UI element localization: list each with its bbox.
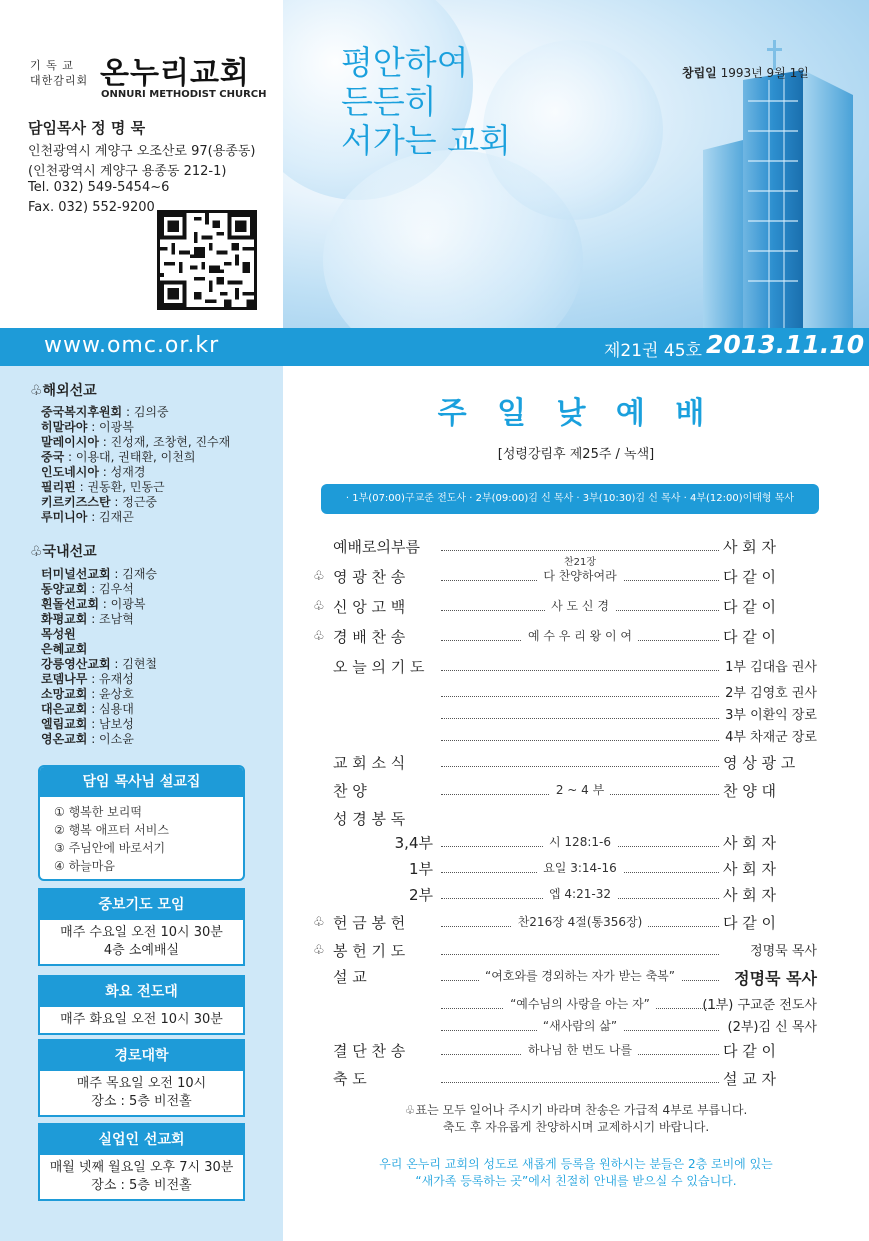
order-item-leader: 설 교 자 (723, 1070, 777, 1088)
list-item: 강릉영산교회 : 김현철 (41, 657, 158, 671)
service-times: · 1부(07:00)구교준 전도사 · 2부(09:00)김 신 목사 · 3부(10:30)김 신 목사 · 4부(12:00)이태형 목사 (321, 484, 819, 514)
worship-order-row (283, 884, 869, 908)
order-item-leader: 사 회 자 (723, 834, 777, 852)
overseas-missions-list (41, 405, 230, 525)
standing-mark-icon: ♧ (313, 915, 325, 930)
meeting-place: 장소 : 5층 비전홀 (91, 1178, 192, 1193)
worship-order-row (283, 1016, 869, 1040)
order-item-content (441, 966, 719, 984)
dotted-leader (441, 696, 719, 697)
content-text: 찬216장 4절(통356장) (512, 915, 649, 929)
order-item-name: 봉 헌 기 도 (333, 942, 406, 960)
senior-pastor: 담임목사 정 명 묵 (28, 119, 146, 137)
content-text: 예 수 우 리 왕 이 여 (522, 629, 638, 643)
list-item: 로뎀나무 : 유재성 (41, 672, 134, 686)
meeting-time: 매주 목요일 오전 10시 (76, 1076, 207, 1091)
order-item-leader: 다 같 이 (723, 1042, 777, 1060)
order-item-name: 2부 (408, 886, 433, 904)
list-item: 터미널선교회 : 김재승 (41, 567, 158, 581)
issue-number: 제21권 45호 (604, 341, 702, 361)
worship-order-row (283, 704, 869, 728)
order-item-leader: (2부)김 신 목사 (727, 1020, 817, 1035)
dotted-leader (441, 1082, 719, 1083)
content-text: 2 ~ 4 부 (550, 783, 610, 797)
order-item-name: 설 교 (333, 968, 367, 986)
meeting-place: 4층 소예배실 (103, 943, 180, 958)
denomination-line1: 기 독 교 (30, 59, 74, 72)
list-item: 말레이시아 : 진성재, 조창현, 진수재 (41, 435, 231, 449)
worship-order-row (283, 557, 869, 590)
note-standing: ♧표는 모두 일어나 주시기 바라며 찬송은 가급적 4부로 부릅니다. (404, 1103, 748, 1117)
list-item: 영온교회 : 이소윤 (41, 732, 134, 746)
meeting-time: 매주 화요일 오전 10시 30분 (60, 1012, 223, 1027)
worship-order-row (283, 1040, 869, 1064)
worship-order-row (283, 808, 869, 832)
order-item-content (441, 912, 719, 930)
dotted-leader (441, 740, 719, 741)
worship-order-row (283, 780, 869, 804)
meeting-title: 실업인 선교회 (40, 1125, 243, 1155)
service-title: 주 일 낮 예 배 (437, 396, 715, 431)
order-item-leader: 2부 김영호 권사 (725, 686, 817, 701)
list-item: 흰돌선교회 : 이광복 (41, 597, 146, 611)
meeting-place: 장소 : 5층 비전홀 (91, 1094, 192, 1109)
order-item-content (441, 858, 719, 876)
order-item-name: 신 앙 고 백 (333, 598, 406, 616)
order-item-leader: 다 같 이 (723, 914, 777, 932)
dotted-leader (441, 766, 719, 767)
order-item-content (441, 1040, 719, 1058)
list-item: 은혜교회 (41, 642, 88, 656)
meeting-info (40, 1007, 243, 1033)
dotted-leader (441, 670, 719, 671)
address-line1: 인천광역시 계양구 오조산로 97(용종동) (28, 144, 256, 159)
order-item-leader: 찬 양 대 (723, 782, 777, 800)
order-item-leader: 다 같 이 (723, 598, 777, 616)
bulletin-date: 2013.11.10 (706, 330, 865, 359)
dotted-leader (441, 954, 719, 955)
list-item: ③ 주님안에 바로서기 (54, 841, 166, 855)
sermon-collection-box (38, 765, 245, 881)
list-item: 목성원 (41, 627, 76, 641)
worship-order-row (283, 832, 869, 856)
order-item-leader: 사 회 자 (723, 886, 777, 904)
order-item-name: 영 광 찬 송 (333, 568, 406, 586)
denomination (30, 58, 88, 88)
order-item-content (441, 1016, 719, 1034)
meeting-title: 화요 전도대 (40, 977, 243, 1007)
order-item-name: 오 늘 의 기 도 (333, 658, 425, 676)
content-text: “여호와를 경외하는 자가 받는 축복” (479, 969, 681, 983)
list-item: 필리핀 : 권동환, 민동근 (41, 480, 165, 494)
slogan-line1: 평안하여 (341, 43, 469, 82)
content-text: 엡 4:21-32 (543, 887, 617, 901)
list-item: 엘림교회 : 남보성 (41, 717, 134, 731)
order-item-name: 교 회 소 식 (333, 754, 406, 772)
business-mission-box (38, 1123, 245, 1201)
standing-mark-icon: ♧ (313, 569, 325, 584)
list-item: 인도네시아 : 성재경 (41, 465, 146, 479)
content-text: 요일 3:14-16 (537, 861, 623, 875)
notice-line1: 우리 온누리 교회의 성도로 새롭게 등록을 원하시는 분들은 2층 로비에 있는 (379, 1157, 773, 1171)
meeting-title: 중보기도 모임 (40, 890, 243, 920)
header (0, 0, 869, 328)
website-link[interactable]: www.omc.or.kr (44, 333, 220, 358)
order-item-content (441, 780, 719, 798)
order-item-leader: 다 같 이 (723, 628, 777, 646)
meeting-time: 매주 수요일 오전 10시 30분 (60, 925, 223, 940)
slogan-line3: 서가는 교회 (341, 121, 511, 160)
order-item-leader: 4부 차재군 장로 (725, 730, 817, 745)
overseas-missions-title: ♧해외선교 (30, 383, 97, 399)
slogan-line2: 든든히 (341, 82, 437, 121)
meeting-time: 매월 넷째 월요일 오후 7시 30분 (49, 1160, 234, 1175)
meeting-title: 경로대학 (40, 1041, 243, 1071)
dotted-leader (441, 550, 719, 551)
hero-image (283, 0, 869, 328)
worship-notes (283, 1102, 869, 1136)
list-item: 대은교회 : 심용대 (41, 702, 134, 716)
list-item: 키르키즈스탄 : 정근중 (41, 495, 158, 509)
denomination-line2: 대한감리회 (30, 74, 89, 87)
senior-college-box (38, 1039, 245, 1117)
order-item-name: 예배로의부름 (333, 538, 420, 556)
tuesday-evangelism-box (38, 975, 245, 1035)
sermon-collection-list (40, 797, 243, 875)
order-item-leader: 정명묵 목사 (734, 969, 817, 988)
domestic-missions-title: ♧국내선교 (30, 544, 97, 560)
worship-order-row (283, 752, 869, 776)
order-item-content (441, 884, 719, 902)
church-info (0, 0, 283, 328)
order-item-content (441, 596, 719, 614)
fax-number: Fax. 032) 552-9200 (28, 200, 155, 215)
list-item: 중국 : 이용대, 권태환, 이천희 (41, 450, 196, 464)
note-fellowship: 축도 후 자유롭게 찬양하시며 교제하시기 바랍니다. (442, 1120, 710, 1134)
list-item: 루미니아 : 김재곤 (41, 510, 134, 524)
list-item: 소망교회 : 윤상호 (41, 687, 134, 701)
order-item-content (441, 626, 719, 644)
domestic-missions-list (41, 567, 157, 747)
list-item: ① 행복한 보리떡 (54, 805, 142, 819)
founding-date (682, 64, 809, 81)
order-item-name: 찬 양 (333, 782, 367, 800)
standing-mark-icon: ♧ (313, 943, 325, 958)
order-item-name: 결 단 찬 송 (333, 1042, 406, 1060)
hymn-number: 찬21장 (563, 557, 597, 568)
content-text: 사 도 신 경 (545, 599, 615, 613)
founding-label: 창립일 (682, 66, 717, 80)
qr-code[interactable] (157, 210, 257, 310)
order-item-name: 1부 (408, 860, 433, 878)
church-name: 온누리교회 (100, 56, 250, 91)
list-item: ② 행복 애프터 서비스 (54, 823, 169, 837)
order-item-leader: 사 회 자 (723, 538, 777, 556)
worship-order-row (283, 912, 869, 936)
address-line2: (인천광역시 계양구 용종동 212-1) (28, 164, 227, 179)
list-item: 화평교회 : 조남혁 (41, 612, 134, 626)
phone-number: Tel. 032) 549-5454~6 (28, 180, 170, 195)
standing-mark-icon: ♧ (313, 599, 325, 614)
service-subtitle: [성령강림후 제25주 / 녹색] (497, 447, 655, 462)
sidebar (0, 366, 283, 1241)
info-banner (0, 328, 869, 366)
meeting-info (40, 920, 243, 964)
order-item-leader: 1부 김대읍 권사 (725, 660, 817, 675)
dotted-leader (441, 718, 719, 719)
worship-order-row (283, 596, 869, 620)
registration-notice (283, 1156, 869, 1190)
order-item-name: 성 경 봉 독 (333, 810, 406, 828)
church-english-name: ONNURI METHODIST CHURCH (101, 89, 267, 100)
content-text: 하나님 한 번도 나를 (522, 1043, 638, 1057)
content-text: “새사람의 삶” (537, 1019, 623, 1033)
meeting-info (40, 1155, 243, 1199)
list-item: 중국복지후원회 : 김의중 (41, 405, 169, 419)
worship-order-row (283, 682, 869, 706)
list-item: 히말라야 : 이광복 (41, 420, 134, 434)
worship-order-row (283, 656, 869, 680)
order-item-leader: 다 같 이 (723, 568, 777, 586)
worship-order-row (283, 1068, 869, 1092)
order-item-content (441, 994, 719, 1012)
order-item-name: 헌 금 봉 헌 (333, 914, 406, 932)
content-text: “예수님의 사랑을 아는 자” (504, 997, 656, 1011)
worship-order-row (283, 858, 869, 882)
worship-order-row (283, 940, 869, 964)
order-item-leader: (1부) 구교준 전도사 (702, 998, 817, 1013)
order-item-leader: 영 상 광 고 (723, 754, 796, 772)
order-item-content (441, 557, 719, 584)
content-text: 시 128:1-6 (543, 835, 617, 849)
founding-value: 1993년 9월 1일 (720, 66, 809, 80)
order-item-name: 3,4부 (394, 834, 433, 852)
intercessory-prayer-box (38, 888, 245, 966)
meeting-info (40, 1071, 243, 1115)
standing-mark-icon: ♧ (313, 629, 325, 644)
worship-order-row (283, 726, 869, 750)
worship-order-section (283, 366, 869, 1241)
notice-line2: “새가족 등록하는 곳”에서 친절히 안내를 받으실 수 있습니다. (415, 1174, 737, 1188)
content-text: 다 찬양하여라 (537, 569, 622, 583)
order-item-leader: 3부 이환익 장로 (725, 708, 817, 723)
list-item: ④ 하늘마음 (54, 859, 115, 873)
worship-order-row (283, 994, 869, 1018)
list-item: 동양교회 : 김우석 (41, 582, 134, 596)
order-item-leader: 사 회 자 (723, 860, 777, 878)
order-item-name: 경 배 찬 송 (333, 628, 406, 646)
worship-order-row (283, 626, 869, 650)
order-item-leader: 정명묵 목사 (750, 944, 817, 959)
worship-order-row (283, 966, 869, 990)
order-item-content (441, 832, 719, 850)
order-item-name: 축 도 (333, 1070, 367, 1088)
church-building-illustration (683, 40, 869, 328)
sermon-collection-title: 담임 목사님 설교집 (40, 767, 243, 797)
